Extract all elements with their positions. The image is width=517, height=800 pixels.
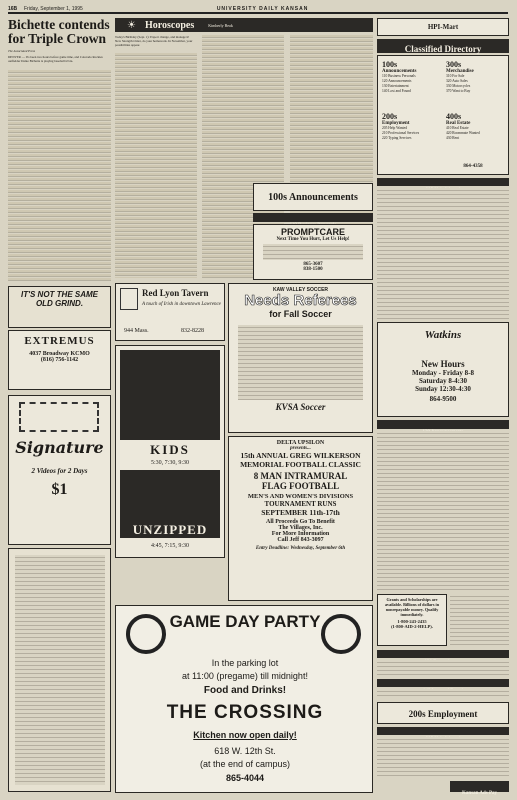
- watkins-phone: 864-9500: [429, 395, 457, 403]
- crossing-lot: In the parking lot: [211, 658, 279, 668]
- delta-line2: MEMORIAL FOOTBALL CLASSIC: [240, 460, 361, 469]
- story-headline: Bichette contends for Triple Crown: [8, 17, 110, 46]
- soccer-org: KAW VALLEY SOCCER: [272, 287, 329, 293]
- directory-item: 130 Entertainment: [382, 84, 409, 88]
- employment-200s-box: [377, 702, 509, 724]
- horoscope-byline: Kimberly Beak: [208, 22, 233, 28]
- directory-section-title: Announcements: [382, 69, 417, 74]
- horoscope-col1: [115, 53, 197, 278]
- directory-column: [382, 112, 442, 141]
- crossing-address: 618 W. 12th St.: [214, 746, 276, 756]
- extremus-address: 4037 Broadway KCMO: [29, 351, 90, 357]
- directory-item: 140 Lost and Found: [382, 89, 411, 93]
- watkins-saturday: Saturday 8-4:30: [418, 377, 468, 385]
- directory-item: 320 Auto Sales: [446, 79, 468, 83]
- directory-section-number: 200s: [382, 112, 398, 121]
- soccer-details: [238, 325, 363, 400]
- liquor-ad: [8, 286, 111, 328]
- directory-section-number: 100s: [382, 60, 398, 69]
- story-byline: The Associated Press: [8, 49, 36, 53]
- directory-column: [382, 60, 442, 94]
- soccer-referee-ad: [228, 283, 373, 433]
- delta-line3: 8 MAN INTRAMURAL: [253, 471, 348, 481]
- announcements-listings: [377, 431, 509, 591]
- red-lyon-logo: [120, 288, 138, 310]
- kansan-phone: 864-4358: [463, 164, 483, 169]
- story-intro: DENVER — It's been two hours before game time, and Colorado Rockies outfielder Dante Bichette is playing baseball trivia.: [8, 55, 103, 63]
- signature-offer: 2 Videos for 2 Days: [31, 467, 88, 475]
- bichette-story: [8, 18, 111, 283]
- delta-presents: presents...: [290, 446, 311, 451]
- directory-section-number: 300s: [446, 60, 462, 69]
- help-wanted-header: [377, 178, 509, 186]
- delta-line10: For More Information: [271, 531, 330, 537]
- directory-item: 120 Announcements: [382, 79, 412, 83]
- liquor-list-ad: [8, 548, 111, 792]
- crossing-kitchen: Kitchen now open daily!: [193, 730, 297, 740]
- delta-line7: SEPTEMBER 11th-17th: [261, 508, 340, 517]
- delta-upsilon-ad: [228, 436, 373, 601]
- kids-poster: [120, 350, 220, 440]
- directory-item: 110 Business Personals: [382, 74, 416, 78]
- delta-line4: FLAG FOOTBALL: [261, 481, 340, 491]
- watkins-ad: [377, 322, 509, 417]
- watkins-logo: Watkins: [424, 329, 462, 341]
- red-lyon-address: 944 Mass.: [124, 328, 149, 334]
- thrift-ad: [377, 18, 509, 36]
- delta-line5: MEN'S AND WOMEN'S DIVISIONS: [247, 493, 354, 500]
- directory-item: 420 Roommate Wanted: [446, 131, 480, 135]
- promptcare-phone: 865-3607: [303, 262, 323, 267]
- extremus-phone: (816) 756-1142: [40, 357, 79, 363]
- unzipped-title: UNZIPPED: [132, 522, 208, 537]
- classified-directory: [377, 55, 509, 175]
- announcements-header: [377, 420, 509, 429]
- page-date: Friday, September 1, 1995: [24, 5, 83, 12]
- promptcare-ad: [253, 224, 373, 280]
- promptcare-name: PROMPTCARE: [280, 227, 345, 237]
- sun-icon: ☀: [127, 19, 136, 31]
- no-sign-icon: [126, 614, 166, 654]
- entertainment-header: [377, 650, 509, 658]
- story-body-text: [8, 70, 111, 282]
- promptcare-details: [263, 244, 363, 260]
- grants-ad: [377, 594, 447, 646]
- directory-column: [446, 112, 506, 141]
- help-wanted-bottom-listings: [377, 737, 509, 779]
- unzipped-times: 4:45, 7:15, 9:30: [150, 543, 189, 549]
- soccer-headline: Needs Referees: [244, 292, 357, 309]
- directory-section-title: Employment: [382, 121, 410, 126]
- directory-item: 430 Rent: [446, 136, 460, 140]
- directory-section-title: Real Estate: [446, 121, 471, 126]
- crossing-name: THE CROSSING: [166, 702, 324, 723]
- grants-phone: 1-800-243-2435: [397, 619, 427, 624]
- paper-name: UNIVERSITY DAILY KANSAN: [216, 5, 309, 12]
- horoscope-lead: Today's Birthday (Sept. 1): Expect change, and manage it! New Strength Order, do your homework. In November, your possibilities appear.: [115, 35, 193, 47]
- business-personals-header: [253, 213, 373, 222]
- delta-line1: 15th ANNUAL GREG WILKERSON: [240, 451, 361, 460]
- horoscope-banner: [115, 18, 373, 32]
- kansan-ads-pay-label: Kansan Ads Pay: [461, 791, 497, 796]
- crossing-food: Food and Drinks!: [203, 685, 287, 696]
- crossing-time: at 11:00 (pregame) till midnight!: [182, 671, 308, 681]
- film-strip-graphic: [19, 402, 99, 432]
- delta-org: DELTA UPSILON: [276, 440, 325, 446]
- watkins-sunday: Sunday 12:30-4:30: [415, 385, 471, 393]
- promptcare-tagline: Next Time You Hurt, Let Us Help!: [276, 237, 350, 242]
- thrift-title: HPI-Mart: [427, 23, 459, 31]
- grants-side-listings: [450, 594, 509, 646]
- soccer-subhead: for Fall Soccer: [269, 309, 332, 319]
- lost-found-listings: [377, 689, 509, 699]
- liquor-headline: IT'S NOT THE SAME OLD GRIND.: [20, 290, 98, 308]
- delta-line6: TOURNAMENT RUNS: [264, 500, 337, 508]
- entertainment-listings: [377, 660, 509, 676]
- no-sign-icon-right: [321, 614, 361, 654]
- directory-section-number: 400s: [446, 112, 462, 121]
- promptcare-phone-2: 838-1500: [303, 267, 323, 272]
- page-number: 16B: [8, 5, 18, 12]
- signature-video-ad: [8, 395, 111, 545]
- watkins-hours-title: New Hours: [421, 359, 465, 369]
- directory-column: [446, 60, 506, 94]
- horoscope-title: Horoscopes: [145, 19, 195, 31]
- crossing-phone: 865-4044: [225, 773, 265, 783]
- help-wanted-bottom-header: [377, 727, 509, 735]
- directory-item: 205 Help Wanted: [382, 126, 407, 130]
- directory-item: 210 Professional Services: [382, 131, 420, 135]
- directory-item: 410 Real Estate: [446, 126, 469, 130]
- movie-ad: [115, 345, 225, 558]
- red-lyon-phone: 832-8228: [181, 328, 204, 334]
- kids-times: 5:30, 7:30, 9:30: [150, 460, 189, 466]
- masthead: [8, 5, 508, 14]
- crossing-ad: [115, 605, 373, 793]
- delta-deadline: Entry Deadline: Wednesday, September 6th: [255, 546, 346, 551]
- watkins-weekday: Monday - Friday 8-8: [411, 369, 475, 377]
- delta-line9: The Villages, Inc.: [278, 525, 323, 531]
- lost-found-header: [377, 679, 509, 687]
- classified-header: [377, 39, 509, 53]
- kids-title: KIDS: [150, 442, 190, 457]
- directory-item: 370 Want to Buy: [446, 89, 471, 93]
- extremus-name: EXTREMUS: [24, 335, 95, 347]
- employment-200s-label: 200s Employment: [408, 709, 478, 719]
- section-100s-label: 100s Announcements: [268, 191, 358, 203]
- delta-line11: Call Jeff 843-3097: [277, 537, 324, 543]
- signature-price: $1: [51, 481, 68, 498]
- directory-item: 220 Typing Services: [382, 136, 412, 140]
- delta-line8: All Proceeds Go To Benefit: [266, 519, 335, 525]
- directory-item: 310 For Sale: [446, 74, 465, 78]
- extremus-ad: [8, 330, 111, 390]
- section-100s-box: [253, 183, 373, 211]
- directory-section-title: Merchandise: [446, 69, 474, 74]
- crossing-title: GAME DAY PARTY: [169, 612, 321, 631]
- red-lyon-name: Red Lyon Tavern: [142, 288, 209, 298]
- soccer-logo: KVSA Soccer: [275, 402, 326, 412]
- directory-item: 330 Motorcycles: [446, 84, 471, 88]
- crossing-address-note: (at the end of campus): [199, 759, 291, 769]
- liquor-list-text: [15, 555, 105, 785]
- grants-text: Grants and Scholarships are available. Billions of dollars in nonrepayable money. Qualify immediately.: [384, 597, 440, 617]
- red-lyon-tagline: A touch of Irish in downtown Lawrence: [142, 302, 221, 307]
- red-lyon-ad: [115, 283, 225, 341]
- signature-logo: Signature: [15, 438, 104, 457]
- kansan-ads-pay: [450, 781, 509, 796]
- grants-phone-alt: (1-800-AID-2-HELP).: [391, 624, 433, 629]
- classified-title: Classified Directory: [404, 44, 482, 54]
